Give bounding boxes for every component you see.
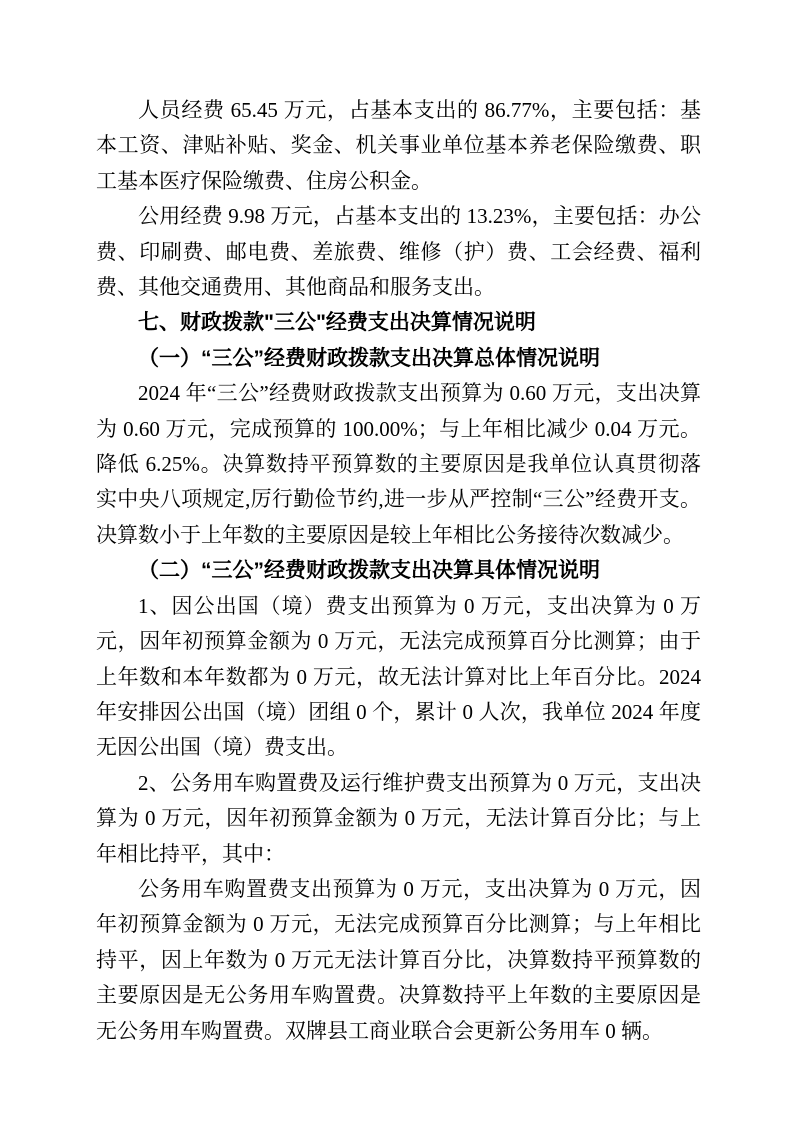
paragraph-overseas-travel-expense: 1、因公出国（境）费支出预算为 0 万元，支出决算为 0 万元，因年初预算金额为 0 万元，无法完成预算百分比测算；由于上年数和本年数都为 0 万元，故无法计算对比上年百分比。2024 年安排因公出国（境）团组 0 个，累计 0 人次，我单位 2024 年度无因公出国（境）费支出。 [96, 593, 701, 760]
section-heading-seven-three-public-funds: 七、财政拨款"三公"经费支出决算情况说明 [138, 311, 536, 335]
subsection-heading-two-specific-situation: （二）“三公”经费财政拨款支出决算具体情况说明 [138, 559, 600, 583]
subsection-heading-one-overall-situation: （一）“三公”经费财政拨款支出决算总体情况说明 [138, 346, 600, 370]
paragraph-vehicle-purchase-detail: 公务用车购置费支出预算为 0 万元，支出决算为 0 万元，因年初预算金额为 0 万元，无法完成预算百分比测算；与上年相比持平，因上年数为 0 万元无法计算百分比，决算数持平预算数的主要原因是无公务用车购置费。决算数持平上年数的主要原因是无公务用车购置费。双牌县工商业联合会更新公务用车 0 辆。 [96, 876, 701, 1043]
paragraph-three-public-overall: 2024 年“三公”经费财政拨款支出预算为 0.60 万元，支出决算为 0.60 万元，完成预算的 100.00%；与上年相比减少 0.04 万元。降低 6.25%。决算数持平预算数的主要原因是我单位认真贯彻落实中央八项规定,厉行勤俭节约,进一步从严控制“三公”经费开支。决算数小于上年数的主要原因是较上年相比公务接待次数减少。 [96, 381, 701, 547]
paragraph-official-vehicle-summary: 2、公务用车购置费及运行维护费支出预算为 0 万元，支出决算为 0 万元，因年初预算金额为 0 万元，无法计算百分比；与上年相比持平，其中： [96, 770, 701, 866]
paragraph-personnel-expense: 人员经费 65.45 万元，占基本支出的 86.77%，主要包括：基本工资、津贴补贴、奖金、机关事业单位基本养老保险缴费、职工基本医疗保险缴费、住房公积金。 [96, 98, 701, 193]
paragraph-public-expense: 公用经费 9.98 万元，占基本支出的 13.23%，主要包括：办公费、印刷费、邮电费、差旅费、维修（护）费、工会经费、福利费、其他交通费用、其他商品和服务支出。 [96, 204, 701, 300]
